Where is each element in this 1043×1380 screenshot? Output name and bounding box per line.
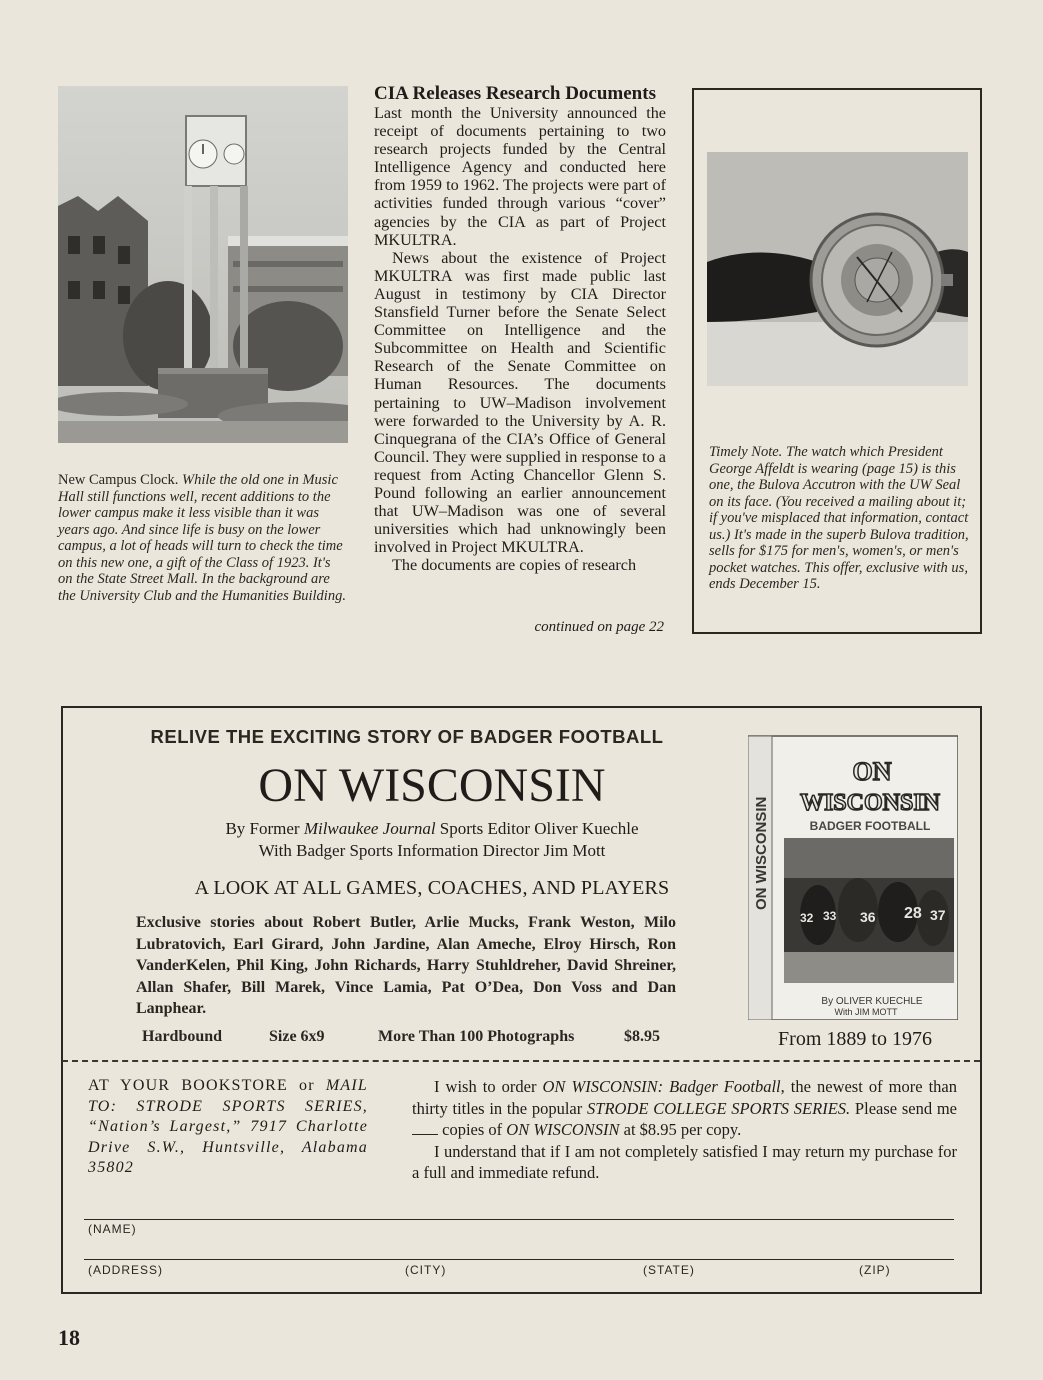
order-paragraph-1 <box>412 1076 957 1141</box>
article-paragraph: News about the existence of Project MKULTRA was first made public last August in testimony by CIA Director Stansfield Turner before the Senate Select Committee on Intelligence and the Subcommittee on Health and Scientific Research of the Senate Committee on Human Resources. The documents pertaining to UW–Madison involvement were forwarded to the University by A. R. Cinquegrana of the CIA’s Office of General Council. They were supplied in response to a request from Acting Chancellor Glenn S. Pound following an earlier announcement that UW–Madison was one of several universities which had unknowingly been involved in Project MKULTRA. <box>374 248 666 557</box>
order-book-title-short: ON WISCONSIN <box>506 1120 620 1139</box>
ad-subhead: A LOOK AT ALL GAMES, COACHES, AND PLAYERS <box>194 877 670 899</box>
order-text-span: copies of <box>438 1120 507 1139</box>
clock-photo-caption <box>58 472 348 604</box>
mail-to-italic: MAIL TO: STRODE SPORTS SERIES, “Nation’s Largest,” 7917 Charlotte Drive S.W., Huntsville, Alabama 35802 <box>88 1077 368 1176</box>
article-headline: CIA Releases Research Documents <box>374 83 656 104</box>
city-label: (CITY) <box>405 1263 447 1277</box>
ad-stories: Exclusive stories about Robert Butler, Arlie Mucks, Frank Weston, Milo Lubratovich, Earl Girard, John Jardine, Alan Ameche, Elroy Hirsch, Ron VanderKelen, Phil King, John Richards, Harry Stuhldreher, David Shreiner, Allan Shafer, Bill Marek, Vince Lamia, Pat O’Dea, Don Voss and Dan Lanphear. <box>136 914 676 1017</box>
spec-photos: More Than 100 Photographs <box>378 1028 575 1045</box>
book-title-line-2: WISCONSIN <box>799 790 941 816</box>
watch-caption-body: The watch which President George Affeldt is wearing (page 15) is this one, the Bulova Accutron with the UW Seal on its face. (You received a mailing about it; if you've misplaced that information, contact us.) It's made in the superb Bulova tradition, sells for $175 for men's, women's, or men's pocket watches. This offer, exclusive with us, ends December 15. <box>709 444 969 592</box>
address-line[interactable] <box>84 1259 954 1260</box>
credit-newspaper: Milwaukee Journal <box>303 819 436 838</box>
credit-text: Sports Editor Oliver Kuechle <box>435 819 639 838</box>
ad-credit-coauthor: With Badger Sports Information Director Jim Mott <box>258 841 606 860</box>
spec-price: $8.95 <box>624 1028 660 1045</box>
watch-caption <box>709 444 971 593</box>
ad-specs <box>142 1028 672 1050</box>
book-jersey: 36 <box>860 909 876 925</box>
mail-to-prefix: AT YOUR BOOKSTORE or <box>88 1077 326 1094</box>
order-paragraph-2: I understand that if I am not completely satisfied I may return my purchase for a full and immediate refund. <box>412 1141 957 1182</box>
order-text-span: Please send me <box>850 1098 957 1118</box>
spec-binding: Hardbound <box>142 1028 223 1045</box>
order-book-title: ON WISCONSIN: Badger Football <box>542 1077 781 1096</box>
book-title-line-1: ON <box>852 757 892 786</box>
watch-photo <box>707 152 968 386</box>
page-number: 18 <box>58 1325 80 1350</box>
book-jersey: 33 <box>823 909 837 923</box>
mail-to-address <box>88 1076 368 1179</box>
book-jersey: 28 <box>904 905 922 922</box>
book-cover <box>748 730 958 1020</box>
order-text-span: I wish to order <box>434 1077 543 1096</box>
book-date-range: From 1889 to 1976 <box>778 1028 932 1050</box>
ad-kicker: RELIVE THE EXCITING STORY OF BADGER FOOTBALL <box>150 726 664 747</box>
book-subtitle: BADGER FOOTBALL <box>809 819 931 833</box>
book-jersey: 32 <box>800 911 814 925</box>
name-label: (NAME) <box>88 1222 137 1236</box>
continued-note: continued on page 22 <box>534 619 664 635</box>
cia-article <box>374 84 666 574</box>
ad-title: ON WISCONSIN <box>258 759 606 812</box>
address-label: (ADDRESS) <box>88 1263 164 1277</box>
name-line[interactable] <box>84 1219 954 1220</box>
order-series-name: STRODE COLLEGE SPORTS SERIES. <box>587 1098 851 1118</box>
book-author-1: By OLIVER KUECHLE <box>821 996 923 1007</box>
ad-credit-author <box>62 818 802 839</box>
book-author-2: With JIM MOTT <box>834 1007 898 1017</box>
book-spine-text: ON WISCONSIN <box>753 796 770 910</box>
credit-text: By Former <box>225 819 304 838</box>
caption-lead: New Campus Clock. <box>58 472 179 488</box>
book-jersey: 37 <box>930 907 946 923</box>
article-paragraph: The documents are copies of research <box>392 556 637 575</box>
zip-label: (ZIP) <box>859 1263 891 1277</box>
order-text <box>412 1076 957 1184</box>
order-text-span: , the newest of more than thirty titles in the popular <box>412 1077 957 1118</box>
coupon-cut-line <box>62 1060 980 1062</box>
state-label: (STATE) <box>643 1263 695 1277</box>
watch-caption-lead: Timely Note. <box>709 444 783 460</box>
order-text-span: at $8.95 per copy. <box>619 1120 742 1139</box>
clock-tower-photo <box>58 86 348 443</box>
spec-size: Size 6x9 <box>269 1028 325 1045</box>
article-paragraph: Last month the University announced the receipt of documents pertaining to two research projects funded by the Central Intelligence Agency and conducted here from 1959 to 1962. The projects were part of activities funded through various “cover” agencies by the CIA as part of Project MKULTRA. <box>374 104 666 249</box>
caption-body: While the old one in Music Hall still functions well, recent additions to the lower campus make it less visible than it was years ago. And since life is busy on the lower campus, a lot of heads will turn to check the time on this new one, a gift of the Class of 1923. It's on the State Street Mall. In the background are the University Club and the Humanities Building. <box>58 472 346 604</box>
quantity-blank[interactable] <box>412 1122 438 1135</box>
